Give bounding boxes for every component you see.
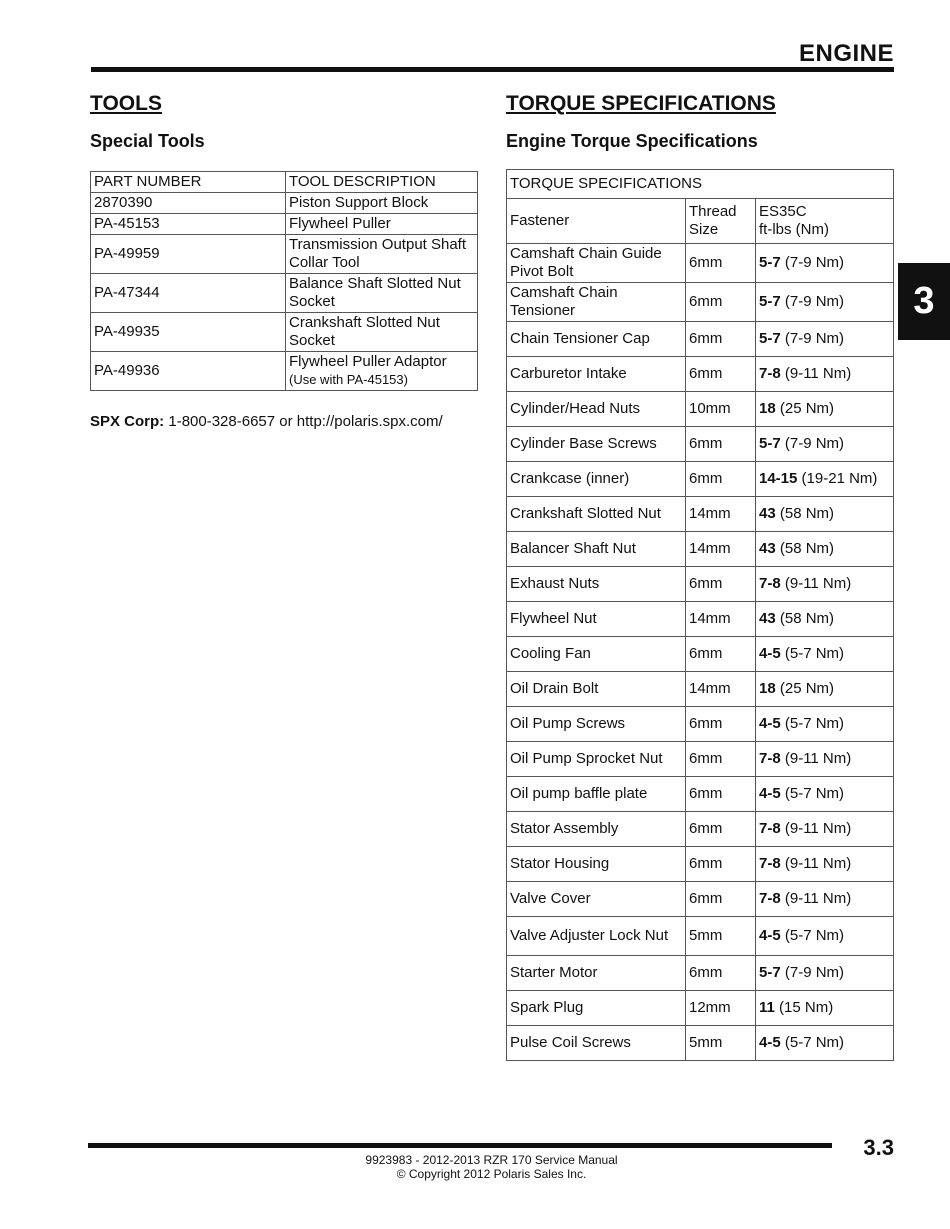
fastener-cell: Oil Pump Sprocket Nut	[507, 742, 686, 777]
tool-description-cell: Flywheel Puller	[286, 214, 478, 235]
thread-size-cell: 10mm	[686, 392, 756, 427]
torque-ftlbs-value: 7-8	[759, 575, 781, 592]
tool-description-cell	[286, 352, 478, 391]
chapter-tab: 3	[898, 263, 950, 340]
fastener-cell: Exhaust Nuts	[507, 567, 686, 602]
thread-size-cell: 6mm	[686, 777, 756, 812]
torque-nm-value: (7-9 Nm)	[784, 964, 845, 981]
table-row	[507, 322, 894, 357]
torque-value-cell	[756, 1026, 894, 1061]
thread-size-cell: 6mm	[686, 244, 756, 283]
torque-nm-value: (25 Nm)	[779, 400, 835, 417]
torque-ftlbs-value: 4-5	[759, 1034, 781, 1051]
supplier-contact: 1-800-328-6657 or http://polaris.spx.com/	[168, 413, 443, 430]
column-header-torque-spec	[756, 199, 894, 244]
torque-value-cell	[756, 991, 894, 1026]
table-row	[507, 672, 894, 707]
thread-size-cell: 6mm	[686, 322, 756, 357]
torque-value-cell	[756, 707, 894, 742]
table-row	[91, 352, 478, 391]
torque-nm-value: (58 Nm)	[779, 540, 835, 557]
column-header-tool-description: TOOL DESCRIPTION	[286, 172, 478, 193]
thread-size-cell: 6mm	[686, 956, 756, 991]
fastener-cell: Stator Assembly	[507, 812, 686, 847]
torque-value-cell	[756, 917, 894, 956]
part-number-cell: PA-49935	[91, 313, 286, 352]
thread-size-cell: 5mm	[686, 1026, 756, 1061]
fastener-cell: Camshaft Chain Tensioner	[507, 283, 686, 322]
fastener-cell: Oil Drain Bolt	[507, 672, 686, 707]
page-number: 3.3	[863, 1135, 894, 1160]
special-tools-table	[90, 171, 478, 391]
fastener-cell: Crankshaft Slotted Nut	[507, 497, 686, 532]
torque-value-cell	[756, 956, 894, 991]
table-row	[507, 532, 894, 567]
torque-nm-value: (58 Nm)	[779, 610, 835, 627]
table-row	[507, 427, 894, 462]
torque-value-cell	[756, 322, 894, 357]
torque-value-cell	[756, 602, 894, 637]
fastener-cell: Carburetor Intake	[507, 357, 686, 392]
footer-rule	[88, 1143, 832, 1148]
torque-nm-value: (7-9 Nm)	[784, 435, 845, 452]
tool-usage-note: (Use with PA-45153)	[289, 372, 408, 387]
table-row	[91, 193, 478, 214]
torque-nm-value: (25 Nm)	[779, 680, 835, 697]
table-row	[507, 991, 894, 1026]
tool-description-cell: Piston Support Block	[286, 193, 478, 214]
table-row	[507, 812, 894, 847]
column-header-part-number: PART NUMBER	[91, 172, 286, 193]
torque-nm-value: (9-11 Nm)	[784, 890, 852, 907]
column-header-thread-size: Thread Size	[686, 199, 756, 244]
torque-ftlbs-value: 7-8	[759, 365, 781, 382]
torque-nm-value: (9-11 Nm)	[784, 575, 852, 592]
footer-copyright: © Copyright 2012 Polaris Sales Inc.	[396, 1167, 587, 1181]
header-rule	[91, 67, 894, 72]
tool-description-text: Flywheel Puller Adaptor	[289, 353, 447, 370]
column-header-fastener: Fastener	[507, 199, 686, 244]
torque-ftlbs-value: 5-7	[759, 964, 781, 981]
fastener-cell: Chain Tensioner Cap	[507, 322, 686, 357]
table-row	[507, 882, 894, 917]
torque-ftlbs-value: 4-5	[759, 715, 781, 732]
fastener-cell: Starter Motor	[507, 956, 686, 991]
torque-ftlbs-value: 5-7	[759, 293, 781, 310]
thread-size-cell: 12mm	[686, 991, 756, 1026]
torque-nm-value: (58 Nm)	[779, 505, 835, 522]
fastener-cell: Oil pump baffle plate	[507, 777, 686, 812]
torque-ftlbs-value: 4-5	[759, 645, 781, 662]
fastener-cell: Oil Pump Screws	[507, 707, 686, 742]
table-title-cell: TORQUE SPECIFICATIONS	[507, 170, 894, 199]
torque-nm-value: (15 Nm)	[779, 999, 834, 1016]
tool-description-cell: Transmission Output Shaft Collar Tool	[286, 235, 478, 274]
special-tools-subheading: Special Tools	[90, 131, 205, 151]
torque-nm-value: (9-11 Nm)	[784, 820, 852, 837]
torque-value-cell	[756, 567, 894, 602]
torque-nm-value: (7-9 Nm)	[784, 293, 845, 310]
table-row	[507, 567, 894, 602]
torque-nm-value: (5-7 Nm)	[784, 645, 845, 662]
table-row	[91, 235, 478, 274]
torque-rows	[507, 244, 894, 1061]
fastener-cell: Spark Plug	[507, 991, 686, 1026]
torque-nm-value: (7-9 Nm)	[784, 330, 845, 347]
table-header-row	[507, 199, 894, 244]
torque-ftlbs-value: 7-8	[759, 750, 781, 767]
page-header-title: ENGINE	[798, 40, 894, 67]
torque-ftlbs-value: 5-7	[759, 254, 781, 271]
torque-value-cell	[756, 637, 894, 672]
torque-value-cell	[756, 392, 894, 427]
torque-nm-value: (5-7 Nm)	[784, 1034, 845, 1051]
fastener-cell: Cylinder/Head Nuts	[507, 392, 686, 427]
thread-size-cell: 6mm	[686, 462, 756, 497]
torque-value-cell	[756, 244, 894, 283]
torque-nm-value: (9-11 Nm)	[784, 750, 852, 767]
thread-size-cell: 6mm	[686, 812, 756, 847]
torque-specifications-table	[506, 169, 894, 1061]
fastener-cell: Valve Cover	[507, 882, 686, 917]
table-row	[507, 602, 894, 637]
table-row	[507, 497, 894, 532]
torque-nm-value: (5-7 Nm)	[784, 927, 845, 944]
table-row	[507, 742, 894, 777]
torque-value-cell	[756, 882, 894, 917]
torque-specifications-heading: TORQUE SPECIFICATIONS	[506, 92, 776, 115]
torque-ftlbs-value: 18	[759, 400, 776, 417]
thread-size-cell: 5mm	[686, 917, 756, 956]
thread-size-cell: 14mm	[686, 532, 756, 567]
torque-ftlbs-value: 43	[759, 610, 776, 627]
torque-ftlbs-value: 14-15	[759, 470, 798, 487]
fastener-cell: Balancer Shaft Nut	[507, 532, 686, 567]
torque-value-cell	[756, 777, 894, 812]
table-row	[507, 637, 894, 672]
torque-value-cell	[756, 283, 894, 322]
torque-ftlbs-value: 11	[759, 999, 775, 1016]
fastener-cell: Cylinder Base Screws	[507, 427, 686, 462]
thread-size-cell: 6mm	[686, 567, 756, 602]
fastener-cell: Flywheel Nut	[507, 602, 686, 637]
torque-nm-value: (5-7 Nm)	[784, 785, 845, 802]
thread-size-cell: 6mm	[686, 742, 756, 777]
torque-value-cell	[756, 672, 894, 707]
table-row	[507, 956, 894, 991]
torque-value-cell	[756, 742, 894, 777]
fastener-cell: Camshaft Chain Guide Pivot Bolt	[507, 244, 686, 283]
table-header-row	[91, 172, 478, 193]
torque-nm-value: (19-21 Nm)	[801, 470, 878, 487]
table-row	[507, 462, 894, 497]
part-number-cell: PA-49959	[91, 235, 286, 274]
torque-nm-value: (7-9 Nm)	[784, 254, 845, 271]
table-row	[507, 392, 894, 427]
torque-value-cell	[756, 847, 894, 882]
footer-manual-title: 9923983 - 2012-2013 RZR 170 Service Manual	[365, 1153, 618, 1167]
thread-size-cell: 14mm	[686, 497, 756, 532]
torque-nm-value: (5-7 Nm)	[784, 715, 845, 732]
supplier-label: SPX Corp:	[90, 413, 165, 430]
torque-value-cell	[756, 462, 894, 497]
torque-ftlbs-value: 43	[759, 540, 776, 557]
part-number-cell: PA-49936	[91, 352, 286, 391]
thread-size-cell: 6mm	[686, 427, 756, 462]
torque-nm-value: (9-11 Nm)	[784, 855, 852, 872]
part-number-cell: PA-45153	[91, 214, 286, 235]
torque-ftlbs-value: 4-5	[759, 785, 781, 802]
fastener-cell: Crankcase (inner)	[507, 462, 686, 497]
fastener-cell: Pulse Coil Screws	[507, 1026, 686, 1061]
torque-ftlbs-value: 7-8	[759, 855, 781, 872]
torque-ftlbs-value: 4-5	[759, 927, 781, 944]
thread-size-cell: 6mm	[686, 707, 756, 742]
fastener-cell: Valve Adjuster Lock Nut	[507, 917, 686, 956]
table-row	[507, 283, 894, 322]
spec-units-label: ft-lbs (Nm)	[759, 221, 829, 238]
part-number-cell: 2870390	[91, 193, 286, 214]
thread-size-cell: 6mm	[686, 357, 756, 392]
thread-size-cell: 14mm	[686, 672, 756, 707]
table-row	[91, 214, 478, 235]
torque-ftlbs-value: 5-7	[759, 435, 781, 452]
table-row	[507, 1026, 894, 1061]
thread-size-cell: 6mm	[686, 882, 756, 917]
table-row	[91, 313, 478, 352]
torque-nm-value: (9-11 Nm)	[784, 365, 852, 382]
torque-value-cell	[756, 812, 894, 847]
table-row	[507, 777, 894, 812]
torque-value-cell	[756, 532, 894, 567]
footer-text	[0, 1153, 950, 1181]
thread-size-cell: 6mm	[686, 283, 756, 322]
tools-heading: TOOLS	[90, 92, 162, 115]
table-row	[507, 917, 894, 956]
engine-torque-subheading: Engine Torque Specifications	[506, 131, 758, 151]
torque-ftlbs-value: 18	[759, 680, 776, 697]
torque-ftlbs-value: 7-8	[759, 890, 781, 907]
torque-value-cell	[756, 497, 894, 532]
torque-value-cell	[756, 357, 894, 392]
thread-size-cell: 6mm	[686, 637, 756, 672]
table-row	[507, 357, 894, 392]
thread-size-cell: 14mm	[686, 602, 756, 637]
part-number-cell: PA-47344	[91, 274, 286, 313]
tool-description-cell: Crankshaft Slotted Nut Socket	[286, 313, 478, 352]
table-row	[507, 847, 894, 882]
supplier-line	[90, 413, 443, 430]
fastener-cell: Stator Housing	[507, 847, 686, 882]
spec-model-label: ES35C	[759, 203, 807, 220]
table-row	[507, 244, 894, 283]
torque-ftlbs-value: 7-8	[759, 820, 781, 837]
fastener-cell: Cooling Fan	[507, 637, 686, 672]
table-title-row	[507, 170, 894, 199]
thread-size-cell: 6mm	[686, 847, 756, 882]
table-row	[507, 707, 894, 742]
torque-ftlbs-value: 5-7	[759, 330, 781, 347]
table-row	[91, 274, 478, 313]
tool-description-cell: Balance Shaft Slotted Nut Socket	[286, 274, 478, 313]
torque-value-cell	[756, 427, 894, 462]
torque-ftlbs-value: 43	[759, 505, 776, 522]
